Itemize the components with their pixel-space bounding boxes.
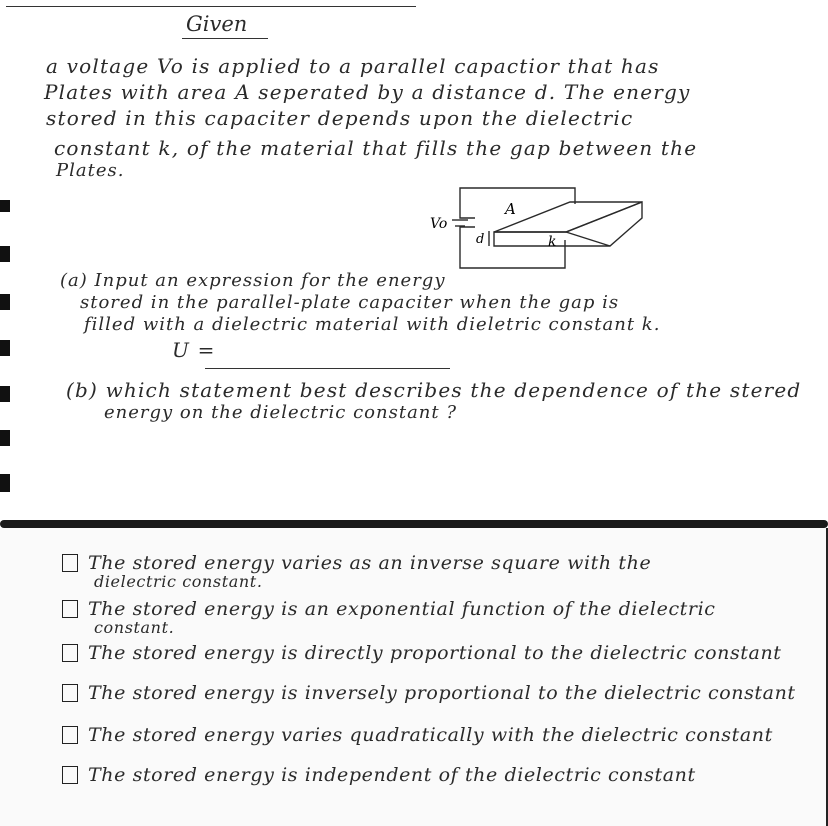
checkbox[interactable]: [62, 600, 78, 618]
option-text: The stored energy is directly proportional to the dielectric constant: [88, 642, 782, 664]
option-inversely-proportional[interactable]: [62, 682, 796, 704]
intro-line: a voltage Vo is applied to a parallel capactior that has: [46, 54, 660, 78]
binder-hole-mark: [0, 340, 10, 356]
part-b-line: energy on the dielectric constant ?: [104, 402, 457, 423]
option-text-wrap: dielectric constant.: [94, 572, 263, 591]
option-text-wrap: constant.: [94, 618, 175, 637]
intro-line: stored in this capaciter depends upon the dielectric: [46, 106, 634, 130]
gap-label: d: [476, 232, 485, 247]
part-a-line: filled with a dielectric material with dieletric constant k.: [84, 314, 661, 335]
checkbox[interactable]: [62, 766, 78, 784]
intro-line: Plates.: [56, 160, 125, 181]
part-a-line: (a) Input an expression for the energy: [60, 270, 446, 291]
binder-hole-mark: [0, 200, 10, 212]
page-divider: [0, 520, 828, 528]
answer-blank[interactable]: [205, 368, 450, 369]
checkbox[interactable]: [62, 644, 78, 662]
option-text: The stored energy is inversely proportional to the dielectric constant: [88, 682, 796, 704]
option-quadratic[interactable]: [62, 724, 773, 746]
checkbox[interactable]: [62, 726, 78, 744]
option-exponential[interactable]: [62, 598, 716, 637]
voltage-label: Vo: [430, 216, 448, 232]
binder-hole-mark: [0, 246, 10, 262]
binder-hole-mark: [0, 386, 10, 402]
option-directly-proportional[interactable]: [62, 642, 782, 664]
option-text: The stored energy is independent of the dielectric constant: [88, 764, 696, 786]
intro-line: constant k, of the material that fills the gap between the: [54, 136, 698, 160]
option-inverse-square[interactable]: [62, 552, 652, 591]
page-heading: Given: [186, 12, 248, 36]
dielectric-label: k: [548, 234, 557, 250]
option-text: The stored energy varies as an inverse square with the: [88, 552, 652, 574]
binder-hole-mark: [0, 474, 10, 492]
option-text: The stored energy is an exponential function of the dielectric: [88, 598, 716, 620]
area-label: A: [505, 200, 516, 218]
part-a-line: stored in the parallel-plate capaciter when the gap is: [80, 292, 620, 313]
binder-hole-mark: [0, 294, 10, 310]
option-text: The stored energy varies quadratically with the dielectric constant: [88, 724, 773, 746]
option-independent[interactable]: [62, 764, 696, 786]
answer-label: U =: [172, 338, 216, 362]
binder-hole-mark: [0, 430, 10, 446]
part-b-line: (b) which statement best describes the dependence of the stered: [66, 378, 802, 402]
intro-line: Plates with area A seperated by a distance d. The energy: [44, 80, 691, 104]
capacitor-diagram: [0, 0, 828, 300]
checkbox[interactable]: [62, 684, 78, 702]
checkbox[interactable]: [62, 554, 78, 572]
